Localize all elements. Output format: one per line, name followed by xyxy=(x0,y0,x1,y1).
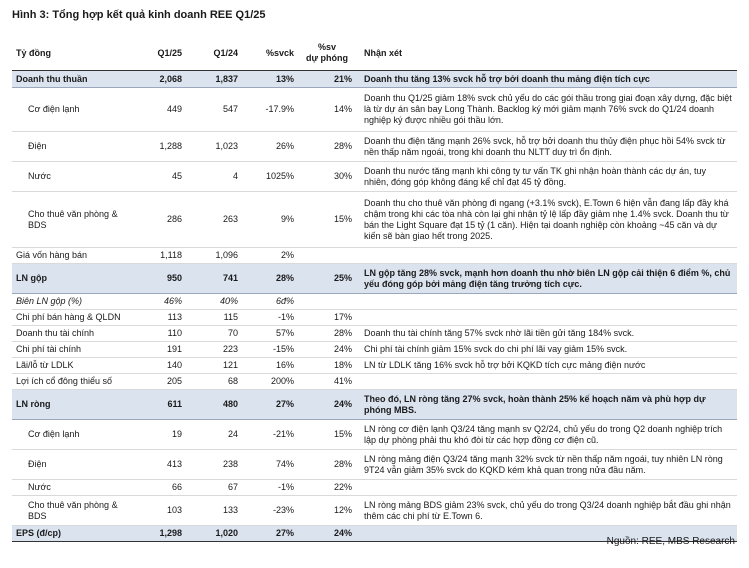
table-row xyxy=(12,162,737,192)
row-svck: 27% xyxy=(242,526,298,542)
row-label: Điện xyxy=(12,132,134,162)
row-sv: 14% xyxy=(298,88,356,132)
table-row xyxy=(12,310,737,326)
row-label: Lãi/lỗ từ LDLK xyxy=(12,358,134,374)
row-q125: 950 xyxy=(134,264,186,294)
row-svck: 57% xyxy=(242,326,298,342)
row-label: Lợi ích cổ đông thiểu số xyxy=(12,374,134,390)
table-row xyxy=(12,374,737,390)
row-label: Giá vốn hàng bán xyxy=(12,248,134,264)
row-svck: 26% xyxy=(242,132,298,162)
row-q125: 1,298 xyxy=(134,526,186,542)
row-note xyxy=(356,248,737,264)
row-note: Doanh thu nước tăng mạnh khi công ty tư vấn TK ghi nhận hoàn thành các dự án, tuy nhiên, đóng góp không đáng kể chỉ đạt 45 tỷ đồng. xyxy=(356,162,737,192)
row-label: Cơ điện lạnh xyxy=(12,88,134,132)
row-note xyxy=(356,310,737,326)
row-label: Nước xyxy=(12,480,134,496)
row-note xyxy=(356,480,737,496)
row-q124: 480 xyxy=(186,390,242,420)
row-svck: 6đ% xyxy=(242,294,298,310)
row-q124: 547 xyxy=(186,88,242,132)
row-label: LN ròng xyxy=(12,390,134,420)
results-table xyxy=(12,36,737,542)
row-label: LN gộp xyxy=(12,264,134,294)
row-q124: 24 xyxy=(186,420,242,450)
row-q125: 413 xyxy=(134,450,186,480)
row-label: Biên LN gộp (%) xyxy=(12,294,134,310)
row-q124: 133 xyxy=(186,496,242,526)
row-sv: 24% xyxy=(298,342,356,358)
row-sv: 28% xyxy=(298,326,356,342)
row-svck: 2% xyxy=(242,248,298,264)
row-q124: 67 xyxy=(186,480,242,496)
row-label: Chi phí bán hàng & QLDN xyxy=(12,310,134,326)
row-label: Doanh thu thuần xyxy=(12,71,134,88)
row-note: LN ròng mảng điện Q3/24 tăng mạnh 32% svck từ nền thấp năm ngoái, tuy nhiên LN ròng 9T24 vẫn giảm 35% svck do KQKD kém khả quan trong nửa đầu năm. xyxy=(356,450,737,480)
row-label: EPS (đ/cp) xyxy=(12,526,134,542)
row-svck: -1% xyxy=(242,310,298,326)
table-row xyxy=(12,71,737,88)
row-q125: 191 xyxy=(134,342,186,358)
row-svck: 13% xyxy=(242,71,298,88)
row-sv: 21% xyxy=(298,71,356,88)
row-sv: 24% xyxy=(298,526,356,542)
row-note: Doanh thu điện tăng mạnh 26% svck, hỗ trợ bởi doanh thu thủy điện phục hồi 54% svck từ nền thấp năm ngoái, trong khi doanh thu NLTT duy trì ổn định. xyxy=(356,132,737,162)
row-q124: 121 xyxy=(186,358,242,374)
row-sv: 15% xyxy=(298,192,356,248)
row-q124: 1,020 xyxy=(186,526,242,542)
table-row xyxy=(12,294,737,310)
table-row xyxy=(12,480,737,496)
row-svck: -15% xyxy=(242,342,298,358)
row-note: Doanh thu Q1/25 giảm 18% svck chủ yếu do các gói thầu trong giai đoạn xây dựng, đặc biệt là từ dự án sân bay Long Thành. Backlog ký mới giảm mạnh 76% svck do Q1/24 doanh nghiệp ký được nhiều gói thầu lớn. xyxy=(356,88,737,132)
header-sv-forecast xyxy=(298,36,356,71)
header-sv-line2: dự phóng xyxy=(305,53,348,63)
row-note: Doanh thu tăng 13% svck hỗ trợ bởi doanh thu mảng điện tích cực xyxy=(356,71,737,88)
table-row xyxy=(12,450,737,480)
row-q125: 286 xyxy=(134,192,186,248)
row-sv: 24% xyxy=(298,390,356,420)
header-q124: Q1/24 xyxy=(186,36,242,71)
row-q125: 46% xyxy=(134,294,186,310)
row-q124: 238 xyxy=(186,450,242,480)
table-row xyxy=(12,132,737,162)
table-row xyxy=(12,326,737,342)
row-q125: 66 xyxy=(134,480,186,496)
row-q125: 1,118 xyxy=(134,248,186,264)
row-q124: 115 xyxy=(186,310,242,326)
row-sv: 22% xyxy=(298,480,356,496)
row-label: Điện xyxy=(12,450,134,480)
row-label: Nước xyxy=(12,162,134,192)
table-row xyxy=(12,192,737,248)
row-sv: 30% xyxy=(298,162,356,192)
header-label: Tỷ đồng xyxy=(12,36,134,71)
row-q125: 2,068 xyxy=(134,71,186,88)
row-sv: 18% xyxy=(298,358,356,374)
row-note: LN từ LDLK tăng 16% svck hỗ trợ bởi KQKD tích cực mảng điện nước xyxy=(356,358,737,374)
row-svck: -1% xyxy=(242,480,298,496)
row-sv: 28% xyxy=(298,132,356,162)
row-svck: 9% xyxy=(242,192,298,248)
row-label: Doanh thu tài chính xyxy=(12,326,134,342)
row-svck: 200% xyxy=(242,374,298,390)
row-svck: 27% xyxy=(242,390,298,420)
row-sv: 12% xyxy=(298,496,356,526)
row-note xyxy=(356,294,737,310)
row-sv xyxy=(298,248,356,264)
row-svck: -21% xyxy=(242,420,298,450)
row-q125: 449 xyxy=(134,88,186,132)
row-note: Theo đó, LN ròng tăng 27% svck, hoàn thành 25% kế hoạch năm và phù hợp dự phóng MBS. xyxy=(356,390,737,420)
row-q125: 45 xyxy=(134,162,186,192)
table-row xyxy=(12,88,737,132)
row-q124: 263 xyxy=(186,192,242,248)
row-label: Chi phí tài chính xyxy=(12,342,134,358)
row-svck: -17.9% xyxy=(242,88,298,132)
row-note xyxy=(356,374,737,390)
source-note: Nguồn: REE, MBS Research xyxy=(606,536,735,547)
row-q125: 611 xyxy=(134,390,186,420)
row-svck: -23% xyxy=(242,496,298,526)
row-q124: 741 xyxy=(186,264,242,294)
row-sv: 41% xyxy=(298,374,356,390)
row-label: Cơ điện lạnh xyxy=(12,420,134,450)
row-q125: 103 xyxy=(134,496,186,526)
row-q125: 113 xyxy=(134,310,186,326)
row-q124: 223 xyxy=(186,342,242,358)
row-note: Doanh thu tài chính tăng 57% svck nhờ lãi tiền gửi tăng 184% svck. xyxy=(356,326,737,342)
row-sv: 28% xyxy=(298,450,356,480)
table-row xyxy=(12,496,737,526)
row-svck: 28% xyxy=(242,264,298,294)
row-q125: 19 xyxy=(134,420,186,450)
row-note: LN ròng cơ điện lạnh Q3/24 tăng mạnh sv Q2/24, chủ yếu do trong Q2 doanh nghiệp trích lập dự phòng phải thu khó đòi từ các hợp đồng cơ điện cũ. xyxy=(356,420,737,450)
figure-title: Hình 3: Tổng hợp kết quả kinh doanh REE Q1/25 xyxy=(12,9,266,21)
row-sv: 15% xyxy=(298,420,356,450)
table-header-row xyxy=(12,36,737,71)
row-q125: 140 xyxy=(134,358,186,374)
row-q125: 110 xyxy=(134,326,186,342)
row-label: Cho thuê văn phòng & BDS xyxy=(12,496,134,526)
row-q125: 205 xyxy=(134,374,186,390)
header-note: Nhận xét xyxy=(356,36,737,71)
row-q124: 40% xyxy=(186,294,242,310)
row-svck: 1025% xyxy=(242,162,298,192)
row-svck: 74% xyxy=(242,450,298,480)
row-sv: 17% xyxy=(298,310,356,326)
row-q124: 70 xyxy=(186,326,242,342)
header-sv-line1: %sv xyxy=(317,42,336,52)
table-row xyxy=(12,358,737,374)
table-row xyxy=(12,390,737,420)
table-row xyxy=(12,342,737,358)
row-q124: 1,096 xyxy=(186,248,242,264)
row-q124: 1,837 xyxy=(186,71,242,88)
row-q125: 1,288 xyxy=(134,132,186,162)
table-row xyxy=(12,248,737,264)
table-row xyxy=(12,420,737,450)
row-note: LN ròng mảng BDS giảm 23% svck, chủ yếu do trong Q3/24 doanh nghiệp bắt đầu ghi nhận thêm các chi phí từ E.Town 6. xyxy=(356,496,737,526)
row-sv: 25% xyxy=(298,264,356,294)
header-svck: %svck xyxy=(242,36,298,71)
row-q124: 68 xyxy=(186,374,242,390)
row-note: Doanh thu cho thuê văn phòng đi ngang (+3.1% svck), E.Town 6 hiện vẫn đang lấp đầy khá chậm trong khi các tòa nhà còn lại ghi nhận tỷ lệ lấp đầy giảm nhẹ 1.4% svck. Doanh thu từ bán the Light Square đạt 15 tỷ (1 căn). Hiện tại doanh nghiệp còn khoảng ~45 căn và dự kiến sẽ bàn giao hết trong 2025. xyxy=(356,192,737,248)
row-q124: 4 xyxy=(186,162,242,192)
header-q125: Q1/25 xyxy=(134,36,186,71)
row-note: LN gộp tăng 28% svck, mạnh hơn doanh thu nhờ biên LN gộp cải thiện 6 điểm %, chủ yếu đóng góp bởi mảng điện tăng trưởng tích cực. xyxy=(356,264,737,294)
row-svck: 16% xyxy=(242,358,298,374)
row-q124: 1,023 xyxy=(186,132,242,162)
row-note: Chi phí tài chính giảm 15% svck do chi phí lãi vay giảm 15% svck. xyxy=(356,342,737,358)
table-row xyxy=(12,264,737,294)
row-sv xyxy=(298,294,356,310)
row-label: Cho thuê văn phòng & BDS xyxy=(12,192,134,248)
